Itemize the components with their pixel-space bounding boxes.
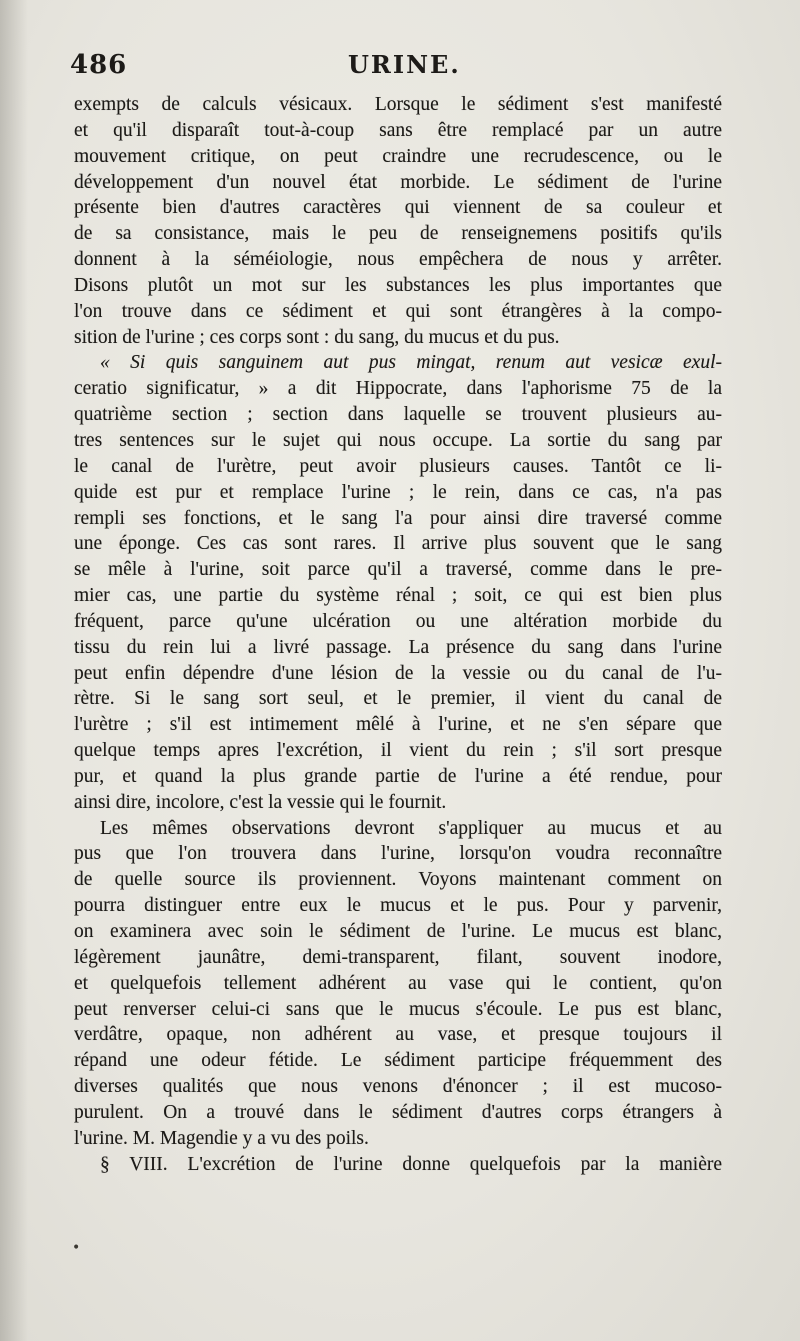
text-line: peut enfin dépendre d'une lésion de la vessie ou du canal de l'u-: [74, 662, 722, 684]
text-line-quote: « Si quis sanguinem aut pus mingat, renum aut vesicæ exul-: [100, 352, 722, 374]
text-line: développement d'un nouvel état morbide. Le sédiment de l'urine: [74, 171, 722, 193]
text-line: rètre. Si le sang sort seul, et le premier, il vient du canal de: [74, 688, 722, 710]
text-line: diverses qualités que nous venons d'énoncer ; il est mucoso-: [74, 1076, 722, 1098]
text-line: l'on trouve dans ce sédiment et qui sont étrangères à la compo-: [74, 300, 722, 322]
text-line: répand une odeur fétide. Le sédiment participe fréquemment des: [74, 1050, 722, 1072]
text-line: présente bien d'autres caractères qui viennent de sa couleur et: [74, 197, 722, 219]
text-line: une éponge. Ces cas sont rares. Il arrive plus souvent que le sang: [74, 533, 722, 555]
text-line: quatrième section ; section dans laquelle se trouvent plusieurs au-: [74, 404, 722, 426]
page-number: 486: [70, 50, 128, 80]
text-line: fréquent, parce qu'une ulcération ou une altération morbide du: [74, 610, 722, 632]
section-heading-line: § VIII. L'excrétion de l'urine donne quelquefois par la manière: [100, 1153, 722, 1175]
page-fold-shadow: [0, 0, 28, 1341]
running-title: URINE.: [348, 50, 461, 79]
text-line: tres sentences sur le sujet qui nous occupe. La sortie du sang par: [74, 429, 722, 451]
text-line: on examinera avec soin le sédiment de l'urine. Le mucus est blanc,: [74, 921, 722, 942]
page-header: [70, 50, 730, 84]
text-line: de sa consistance, mais le peu de renseignemens positifs qu'ils: [74, 223, 722, 245]
text-line: légèrement jaunâtre, demi-transparent, filant, souvent inodore,: [74, 946, 722, 968]
text-line: l'urine. M. Magendie y a vu des poils.: [74, 1127, 369, 1149]
text-line: sition de l'urine ; ces corps sont : du sang, du mucus et du pus.: [74, 326, 560, 348]
text-line: se mêle à l'urine, soit parce qu'il a traversé, comme dans le pre-: [74, 559, 722, 581]
text-line: quide est pur et remplace l'urine ; le rein, dans ce cas, n'a pas: [74, 481, 722, 503]
text-line: de quelle source ils proviennent. Voyons maintenant comment on: [74, 869, 722, 891]
text-line: exempts de calculs vésicaux. Lorsque le sédiment s'est manifesté: [74, 94, 722, 115]
text-line: Disons plutôt un mot sur les substances les plus importantes que: [74, 274, 722, 296]
text-line: et quelquefois tellement adhérent au vase qui le contient, qu'on: [74, 972, 722, 994]
text-line: verdâtre, opaque, non adhérent au vase, et presque toujours il: [74, 1024, 722, 1046]
text-line: peut renverser celui-ci sans que le mucus s'écoule. Le pus est blanc,: [74, 998, 722, 1020]
text-line: Les mêmes observations devront s'appliquer au mucus et au: [100, 817, 722, 839]
text-line: rempli ses fonctions, et le sang l'a pour ainsi dire traversé comme: [74, 507, 722, 529]
text-line: le canal de l'urètre, peut avoir plusieurs causes. Tantôt ce li-: [74, 455, 722, 477]
text-line: pus que l'on trouvera dans l'urine, lorsqu'on voudra reconnaître: [74, 843, 722, 865]
text-line: quelque temps apres l'excrétion, il vient du rein ; s'il sort presque: [74, 740, 722, 762]
text-line: l'urètre ; s'il est intimement mêlé à l'urine, et ne s'en sépare que: [74, 714, 722, 736]
printer-mark: •: [72, 1240, 81, 1256]
text-line: pur, et quand la plus grande partie de l'urine a été rendue, pour: [74, 765, 722, 787]
text-line: et qu'il disparaît tout-à-coup sans être remplacé par un autre: [74, 119, 722, 141]
text-line: pourra distinguer entre eux le mucus et le pus. Pour y parvenir,: [74, 895, 722, 917]
body-text: [74, 92, 722, 1177]
text-line: donnent à la séméiologie, nous empêchera de nous y arrêter.: [74, 249, 722, 271]
text-line: ceratio significatur, » a dit Hippocrate, dans l'aphorisme 75 de la: [74, 378, 722, 400]
text-line: tissu du rein lui a livré passage. La présence du sang dans l'urine: [74, 636, 722, 658]
text-line: ainsi dire, incolore, c'est la vessie qui le fournit.: [74, 791, 447, 813]
text-line: mier cas, une partie du système rénal ; soit, ce qui est bien plus: [74, 585, 722, 607]
text-line: purulent. On a trouvé dans le sédiment d'autres corps étrangers à: [74, 1101, 722, 1123]
text-line: mouvement critique, on peut craindre une recrudescence, ou le: [74, 145, 722, 167]
